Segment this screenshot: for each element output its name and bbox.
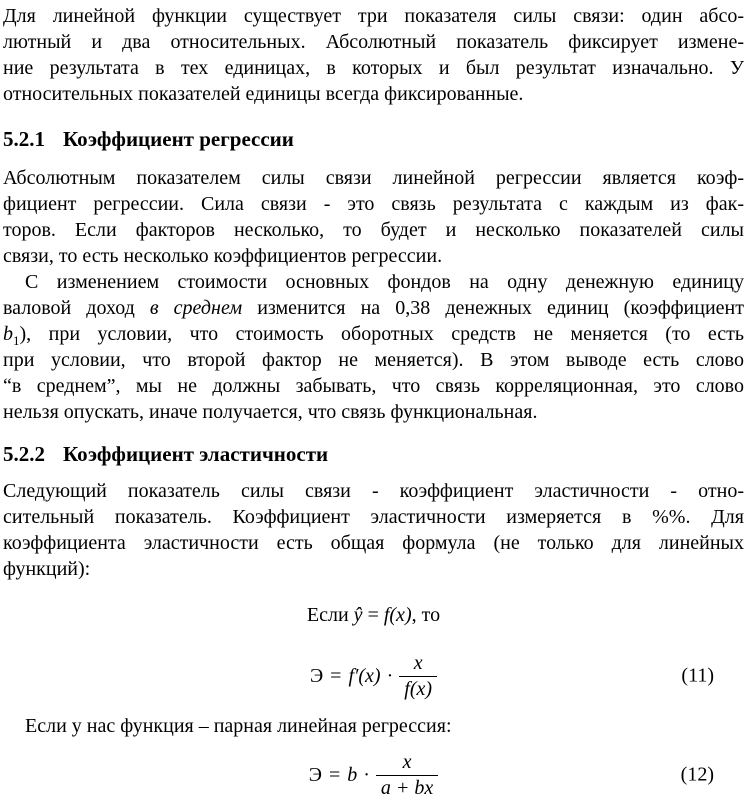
section-heading-522 (3, 441, 744, 468)
inline-formula-line (3, 602, 744, 629)
fraction-numerator: x (402, 750, 412, 773)
math-yhat: ŷ (353, 604, 363, 626)
text-line: фициент регрессии. Сила связи - это связь результата с каждым из фак- (3, 193, 744, 215)
fraction (376, 750, 438, 801)
text-run: валовой доход (3, 297, 150, 319)
math-subscript: 1 (13, 333, 20, 348)
text-run: ), при условии, что стоимость оборотных средств не меняется (то есть (19, 323, 744, 345)
paragraph-example (3, 269, 744, 425)
equation-tag: (12) (680, 763, 714, 786)
math-elasticity-symbol: Э (309, 664, 324, 687)
text-line: торов. Если факторов несколько, то будет и несколько показателей силы (3, 219, 744, 241)
text-line: Для линейной функции существует три показателя силы связи: один абсо- (3, 5, 744, 27)
section-number: 5.2.1 (3, 127, 45, 151)
multiplication-dot: · (363, 763, 370, 786)
paragraph-elasticity (3, 478, 744, 582)
text-line: функций): (3, 558, 91, 580)
fraction-denominator: f(x) (399, 676, 437, 702)
text-line (3, 295, 744, 321)
paragraph-intro (3, 3, 744, 107)
text-line: Абсолютным показателем силы связи линейной регрессии является коэф- (3, 167, 744, 189)
equals-sign: = (328, 763, 341, 786)
text-line: нельзя опускать, иначе получается, что связь функциональная. (3, 401, 538, 423)
equals-sign: = (330, 664, 342, 687)
equation-12 (3, 747, 744, 803)
paragraph-pair-regression: Если у нас функция – парная линейная регрессия: (25, 715, 452, 737)
text-line: лютный и два относительных. Абсолютный показатель фиксирует измене- (3, 31, 744, 53)
math-var-b: b (3, 323, 13, 345)
equation-body (310, 651, 437, 702)
text-line: Следующий показатель силы связи - коэффициент эластичности - отно- (3, 480, 744, 502)
text-run: изменится на 0,38 денежных единиц (коэффициент (242, 297, 744, 319)
equation-tag: (11) (681, 664, 714, 687)
text-line: ние результата в тех единицах, в которых и был результат изначально. У (3, 57, 744, 79)
section-heading-521 (3, 126, 744, 153)
multiplication-dot: · (386, 664, 394, 687)
text-line (3, 321, 744, 347)
text-line: связи, то есть несколько коэффициентов регрессии. (3, 245, 443, 267)
section-number: 5.2.2 (3, 442, 45, 466)
text-line: при условии, что второй фактор не меняется). В этом выводе есть слово (3, 349, 744, 371)
italic-run: в среднем (149, 297, 243, 319)
paragraph-regression (3, 165, 744, 269)
math-elasticity-symbol: Э (308, 763, 322, 786)
text-line: сительный показатель. Коэффициент эластичности измеряется в %%. Для (3, 506, 744, 528)
text-run: Если (306, 604, 354, 626)
math-derivative: f′(x) (348, 664, 381, 687)
fraction (399, 651, 437, 702)
fraction-denominator: a + bx (376, 775, 438, 801)
section-title: Коэффициент регрессии (63, 127, 294, 151)
text-line: относительных показателей единицы всегда фиксированные. (3, 83, 524, 105)
text-run: , то (411, 604, 441, 626)
text-line: коэффициента эластичности есть общая формула (не только для линейных (3, 532, 744, 554)
math-fx: f(x) (383, 604, 412, 626)
text-line: С изменением стоимости основных фондов на одну денежную единицу (25, 271, 744, 293)
equation-11 (3, 648, 744, 704)
equation-body (309, 750, 439, 801)
section-title: Коэффициент эластичности (63, 442, 329, 466)
fraction-numerator: x (413, 651, 423, 674)
text-line: “в среднем”, мы не должны забывать, что связь корреляционная, это слово (3, 375, 744, 397)
math-coefficient-b: b (347, 763, 358, 786)
equals-sign: = (362, 604, 384, 626)
